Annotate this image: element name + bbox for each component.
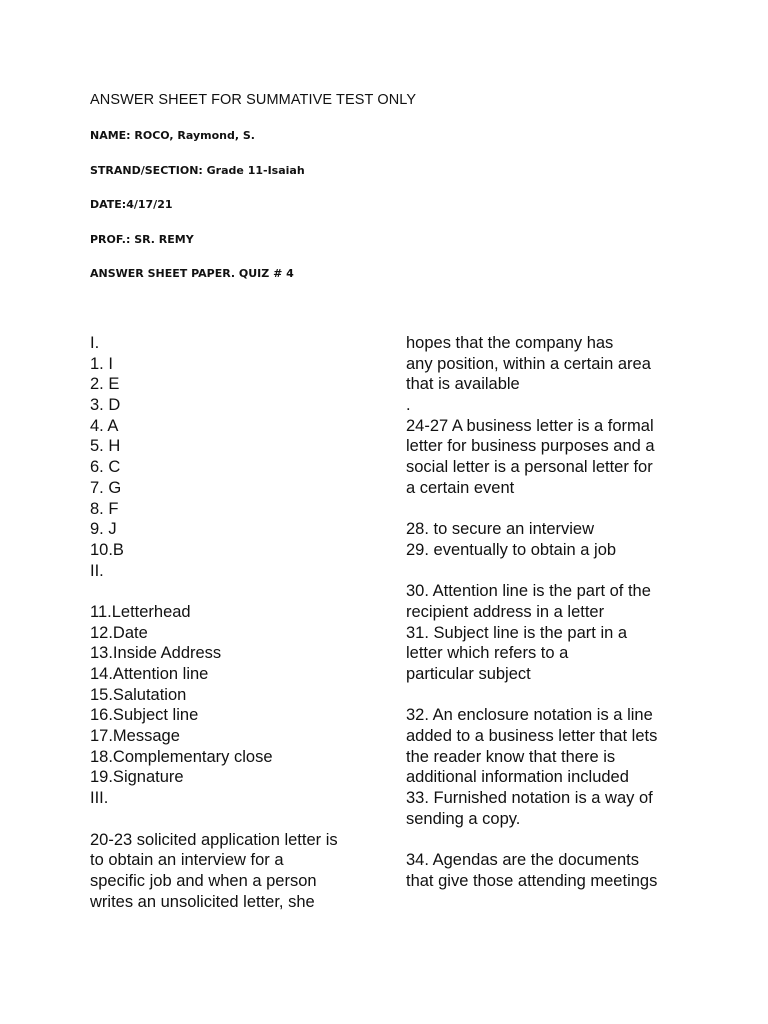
answer-line: recipient address in a letter xyxy=(406,602,605,621)
answer-line: 18.Complementary close xyxy=(90,747,273,766)
answer-line: II. xyxy=(90,561,104,580)
answer-line: 19.Signature xyxy=(90,768,184,787)
answer-line: 4. A xyxy=(90,416,119,435)
answer-line: 29. eventually to obtain a job xyxy=(406,540,617,559)
answer-line: writes an unsolicited letter, she xyxy=(90,892,315,911)
answer-line: that give those attending meetings xyxy=(406,871,658,890)
answer-line: 9. J xyxy=(90,520,117,539)
document-title: ANSWER SHEET FOR SUMMATIVE TEST ONLY xyxy=(90,92,417,108)
answer-line: 10.B xyxy=(90,540,124,559)
answer-line: 11.Letterhead xyxy=(90,602,191,621)
answer-line: 20-23 solicited application letter is xyxy=(90,830,338,849)
answer-line xyxy=(406,561,706,582)
answer-line xyxy=(90,809,375,830)
answer-line xyxy=(406,685,706,706)
answer-line: 7. G xyxy=(90,478,122,497)
answer-line: hopes that the company has xyxy=(406,334,614,352)
answer-line: I. xyxy=(90,334,100,352)
answer-line: social letter is a personal letter for xyxy=(406,458,653,477)
answer-line: 28. to secure an interview xyxy=(406,520,595,539)
answer-line: added to a business letter that lets xyxy=(406,727,658,746)
answer-line: 12.Date xyxy=(90,623,148,642)
answers-left-column xyxy=(90,333,375,912)
professor: PROF.: SR. REMY xyxy=(90,233,194,246)
answer-line: any position, within a certain area xyxy=(406,354,651,373)
answer-line: particular subject xyxy=(406,665,531,683)
test-date: DATE:4/17/21 xyxy=(90,198,173,211)
answer-line: 30. Attention line is the part of the xyxy=(406,582,651,601)
answer-line: 14.Attention line xyxy=(90,665,209,683)
answer-line: additional information included xyxy=(406,768,629,787)
answer-line: sending a copy. xyxy=(406,809,521,828)
answer-line: 32. An enclosure notation is a line xyxy=(406,706,653,725)
answer-line: 34. Agendas are the documents xyxy=(406,851,639,870)
answer-line: 15.Salutation xyxy=(90,685,187,704)
answer-line: 5. H xyxy=(90,437,121,456)
answer-line: 2. E xyxy=(90,375,120,394)
quiz-label: ANSWER SHEET PAPER. QUIZ # 4 xyxy=(90,267,294,280)
answer-line xyxy=(406,830,706,851)
strand-section: STRAND/SECTION: Grade 11-Isaiah xyxy=(90,164,305,177)
answer-line xyxy=(90,581,375,602)
answer-line: 8. F xyxy=(90,499,119,518)
answer-line: . xyxy=(406,396,411,415)
answer-line: a certain event xyxy=(406,478,515,497)
answers-right-column xyxy=(406,333,706,892)
answer-line: 33. Furnished notation is a way of xyxy=(406,789,653,808)
answer-line: 13.Inside Address xyxy=(90,644,222,663)
answer-line: 1. I xyxy=(90,354,113,373)
answer-line: 17.Message xyxy=(90,727,180,746)
answer-line: 3. D xyxy=(90,396,121,415)
answer-line: 16.Subject line xyxy=(90,706,199,725)
student-name: NAME: ROCO, Raymond, S. xyxy=(90,129,255,142)
answer-line: letter for business purposes and a xyxy=(406,437,655,456)
answer-line: 6. C xyxy=(90,458,121,477)
answer-line: that is available xyxy=(406,375,520,394)
answer-line: specific job and when a person xyxy=(90,871,317,890)
answer-line: III. xyxy=(90,789,109,808)
answer-line: letter which refers to a xyxy=(406,644,569,663)
answer-line: 31. Subject line is the part in a xyxy=(406,623,628,642)
answer-line: to obtain an interview for a xyxy=(90,851,284,870)
answer-line: the reader know that there is xyxy=(406,747,616,766)
answer-line: 24-27 A business letter is a formal xyxy=(406,416,654,435)
answer-line xyxy=(406,499,706,520)
